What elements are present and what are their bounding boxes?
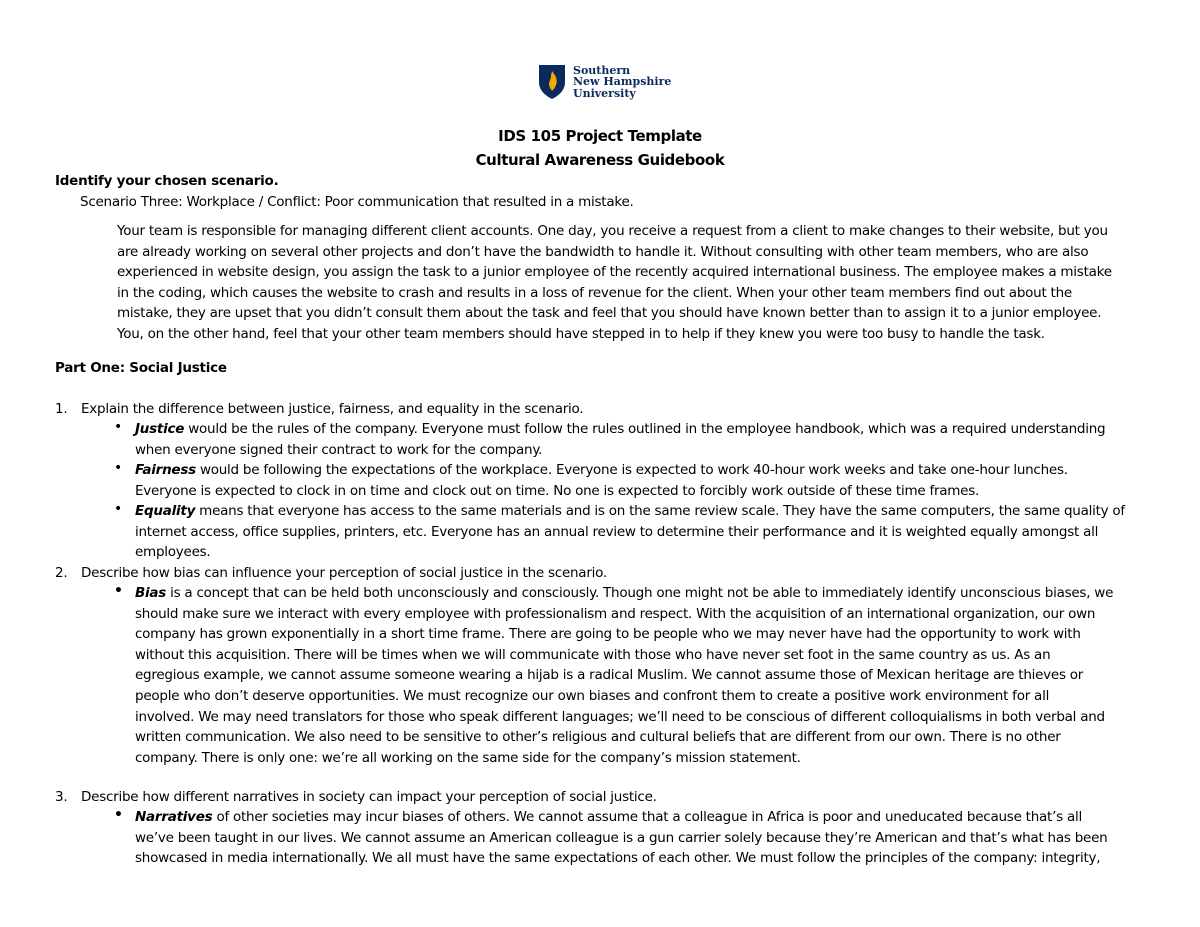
equality-item (135, 501, 1125, 563)
narratives-term: Narratives (135, 809, 213, 825)
justice-term: Justice (135, 421, 185, 437)
logo-line-1: Southern (573, 63, 631, 77)
question-2-number: 2. (55, 565, 68, 581)
bias-text-cont: involved. We may need translators for those who speak different languages; we’ll need to be conscious of different colloquialisms in both verbal and (135, 708, 1105, 725)
narratives-text-cont: we’ve been taught in our lives. We cannot assume an American colleague is a gun carrier solely because they’re American and that’s what has been (135, 829, 1108, 846)
fairness-item (135, 460, 1068, 501)
question-1-number: 1. (55, 401, 68, 417)
question-3-number: 3. (55, 789, 68, 805)
justice-text: would be the rules of the company. Everyone must follow the rules outlined in the employee handbook, which was a required understanding (184, 421, 1106, 437)
document-title: IDS 105 Project Template (498, 127, 702, 145)
scenario-line: mistake, they are upset that you didn’t consult them about the task and feel that you should have known better than to assign it to a junior employee. (117, 305, 1102, 322)
bias-text: is a concept that can be held both unconsciously and consciously. Though one might not be able to immediately identify unconscious biases, we (166, 585, 1114, 601)
question-1-text: Explain the difference between justice, fairness, and equality in the scenario. (81, 401, 584, 417)
narratives-text-cont: showcased in media internationally. We all must have the same expectations of each other. We must follow the principles of the company: integrity, (135, 850, 1101, 867)
scenario-line: experienced in website design, you assign the task to a junior employee of the recently acquired international business. The employee makes a mistake (117, 264, 1112, 281)
bias-text-cont: company has grown exponentially in a short time frame. There are going to be people who we may never have had the opportunity to work with (135, 626, 1081, 643)
document-subtitle: Cultural Awareness Guidebook (475, 151, 725, 169)
question-2-text: Describe how bias can influence your perception of social justice in the scenario. (81, 565, 607, 581)
bias-text-cont: written communication. We also need to be sensitive to other’s religious and cultural beliefs that are different from our own. There is no other (135, 729, 1061, 746)
bias-text-cont: company. There is only one: we’re all working on the same side for the company’s mission statement. (135, 749, 801, 766)
bias-term: Bias (135, 585, 167, 601)
scenario-name: Scenario Three: Workplace / Conflict: Poor communication that resulted in a mistake. (80, 194, 634, 210)
bullet-icon: • (114, 583, 123, 599)
shield-flame-icon (538, 64, 566, 100)
bias-text-cont: egregious example, we cannot assume someone wearing a hijab is a radical Muslim. We cannot assume those of Mexican heritage are thieves or (135, 667, 1084, 684)
university-logo (538, 64, 671, 100)
equality-text-cont: employees. (135, 544, 211, 561)
bias-text-cont: without this acquisition. There will be times when we will communicate with those who have never set foot in the same country as us. As an (135, 646, 1051, 663)
bullet-icon: • (114, 419, 123, 435)
fairness-text: would be following the expectations of the workplace. Everyone is expected to work 40-hour work weeks and take one-hour lunches. (195, 462, 1068, 478)
justice-item (135, 419, 1105, 460)
bullet-icon: • (114, 501, 123, 517)
logo-line-2: New Hampshire (573, 75, 672, 89)
scenario-line: Your team is responsible for managing different client accounts. One day, you receive a request from a client to make changes to their website, but you (117, 223, 1108, 239)
logo-line-3: University (573, 86, 636, 100)
justice-text-cont: when everyone signed their contract to work for the company. (135, 441, 543, 458)
bias-item (135, 583, 1113, 768)
part-one-heading: Part One: Social Justice (55, 360, 227, 376)
narratives-item (135, 807, 1107, 869)
equality-text-cont: internet access, office supplies, printers, etc. Everyone has an annual review to determine their performance and it is weighted equally amongst all (135, 523, 1099, 540)
bullet-icon: • (114, 460, 123, 476)
narratives-text: of other societies may incur biases of others. We cannot assume that a colleague in Africa is poor and uneducated because that’s all (212, 809, 1082, 825)
equality-text: means that everyone has access to the same materials and is on the same review scale. They have the same computers, the same quality of (195, 503, 1125, 519)
question-3-text: Describe how different narratives in society can impact your perception of social justice. (81, 789, 657, 805)
bullet-icon: • (114, 807, 123, 823)
bias-text-cont: people who don’t deserve opportunities. We must recognize our own biases and confront them to create a positive work environment for all (135, 687, 1050, 704)
scenario-heading: Identify your chosen scenario. (55, 173, 279, 189)
equality-term: Equality (135, 503, 196, 519)
scenario-line: You, on the other hand, feel that your other team members should have stepped in to help if they knew you were too busy to handle the task. (117, 325, 1045, 342)
scenario-line: in the coding, which causes the website to crash and results in a loss of revenue for the client. When your other team members find out about the (117, 284, 1072, 301)
scenario-line: are already working on several other projects and don’t have the bandwidth to handle it. Without consulting with other team members, who are also (117, 243, 1089, 260)
scenario-description (117, 221, 1112, 345)
bias-text-cont: should make sure we interact with every employee with professionalism and respect. With the acquisition of an international organization, our own (135, 605, 1096, 622)
fairness-term: Fairness (135, 462, 196, 478)
fairness-text-cont: Everyone is expected to clock in on time and clock out on time. No one is expected to forcibly work outside of these time frames. (135, 482, 980, 499)
